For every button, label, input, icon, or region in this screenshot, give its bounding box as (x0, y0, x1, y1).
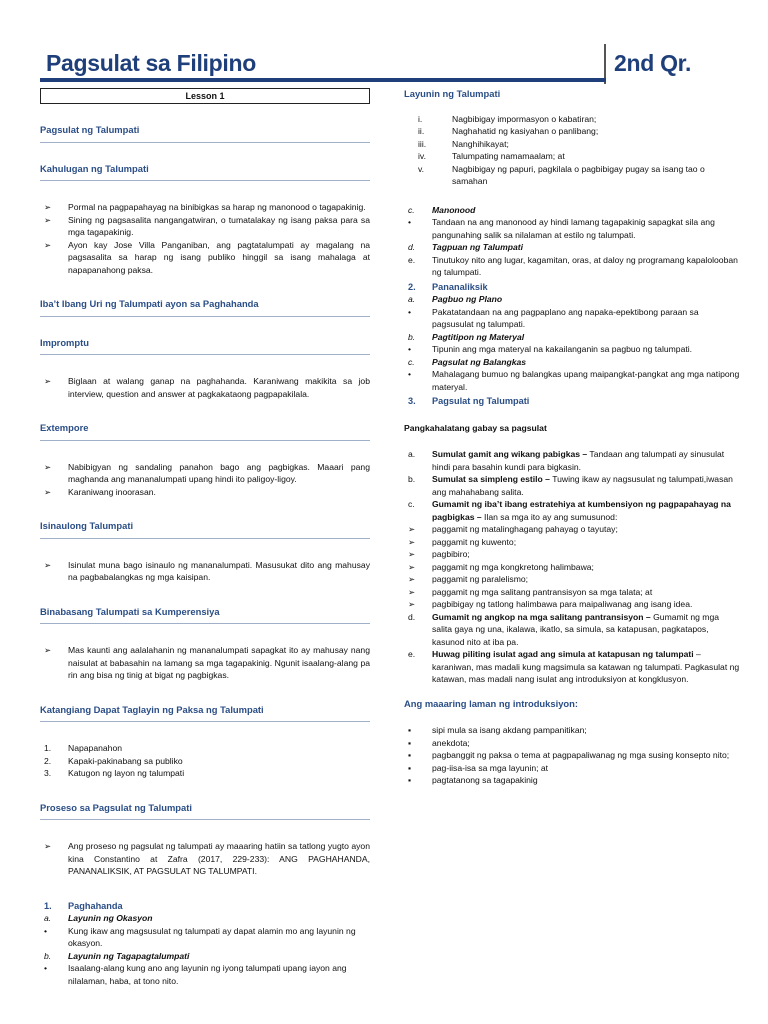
arrow-bullet-icon: ➢ (408, 561, 416, 572)
list-item: ➢ paggamit ng matalinghagang pahayag o tayutay; (404, 523, 740, 536)
roman-list (404, 113, 740, 188)
lettered-heading: b. Pagtitipon ng Materyal (408, 331, 525, 342)
dot-bullet-icon: • (408, 217, 412, 227)
dot-bullet-icon: • (408, 344, 412, 354)
lettered-heading: a. Pagbuo ng Plano (408, 294, 503, 304)
list-item: ➢ pagbibiro; (404, 548, 740, 561)
arrow-bullet-icon: ➢ (44, 559, 52, 570)
pananaliksik-section (404, 281, 740, 408)
bullet-list (40, 201, 370, 276)
list-item: b. Sumulat sa simpleng estilo – Tuwing ikaw ay nagsusulat ng talumpati,iwasan ang mahahabang salita. (408, 474, 733, 497)
section-heading: Kahulugan ng Talumpati (40, 163, 370, 182)
list-item: 2. Kapaki-pakinabang sa publiko (44, 755, 183, 766)
list-item: ➢ paggamit ng kuwento; (404, 536, 740, 549)
list-item: e. Tinutukoy nito ang lugar, kagamitan, oras, at daloy ng programang kapalolooban ng talumpati. (408, 254, 738, 277)
list-item: ➢ Isinulat muna bago isinaulo ng mananalumpati. Masusukat dito ang mahusay na pagbabalangkas ng mga kaisipan. (40, 559, 370, 584)
list-item: ▪ pagtatanong sa tagapakinig (404, 774, 740, 787)
list-item: i. Nagbibigay impormasyon o kabatiran; (418, 113, 597, 124)
list-item: ii. Naghahatid ng kasiyahan o panlibang; (418, 126, 599, 136)
list-item: ▪ pagbanggit ng paksa o tema at pagpapaliwanag ng mga susing konsepto nito; (404, 749, 740, 762)
dot-bullet-icon: • (44, 925, 48, 936)
dot-bullet-icon: • (408, 306, 412, 317)
list-item: iv. Talumpating namamaalam; at (418, 151, 565, 161)
section-heading: Ang maaaring laman ng introduksiyon: (404, 697, 578, 709)
list-item: • Kung ikaw ang magsusulat ng talumpati ay dapat alamin mo ang layunin ng okasyon. (40, 925, 370, 950)
arrow-bullet-icon: ➢ (408, 524, 416, 534)
intro-list (404, 724, 740, 787)
arrow-bullet-icon: ➢ (44, 376, 52, 386)
list-item: ➢ Ang proseso ng pagsulat ng talumpati ay maaaring hatiin sa tatlong yugto ayon kina Constantino at Zafra (2017, 229-233): ANG PAGHAHANDA, PANANALIKSIK, AT PAGSULAT NG TALUMPATI. (40, 840, 370, 878)
list-item: • Isaalang-alang kung ano ang layunin ng iyong talumpati upang iayon ang nilalaman, haba, at tono nito. (40, 962, 370, 987)
arrow-bullet-icon: ➢ (44, 461, 52, 472)
list-item: d. Gumamit ng angkop na mga salitang pantransisyon – Gumamit ng mga salita gaya ng una, ikalawa, ikatlo, sa simula, sa katapusan, pagkatapos, kasunod nito at iba pa. (408, 611, 720, 647)
list-item: ▪ pag-iisa-isa sa mga layunin; at (404, 762, 740, 775)
arrow-bullet-icon: ➢ (44, 239, 52, 250)
lesson-label: Lesson 1 (40, 88, 370, 104)
quarter-label: 2nd Qr. (614, 50, 692, 76)
list-item: a. Sumulat gamit ang wikang pabigkas – Tandaan ang talumpati ay sinusulat hindi para basahin kundi para bigkasin. (408, 449, 725, 472)
list-item: ▪ anekdota; (404, 737, 740, 750)
list-item: ➢ Karaniwang inoorasan. (40, 486, 370, 499)
bullet-list (40, 644, 370, 682)
numbered-heading: 1. Paghahanda (44, 900, 123, 911)
list-item: 1. Napapanahon (44, 743, 123, 753)
header-rule (40, 78, 606, 82)
list-item: v. Nagbibigay ng papuri, pagkilala o pagbibigay pugay sa isang tao o samahan (418, 163, 705, 186)
gabay-list (404, 448, 740, 686)
arrow-bullet-icon: ➢ (44, 202, 52, 212)
paghahanda-continued (404, 204, 740, 279)
section-heading: Iba’t Ibang Uri ng Talumpati ayon sa Paghahanda (40, 298, 370, 317)
gabay-heading: Pangkahalatang gabay sa pagsulat (404, 422, 547, 433)
arrow-bullet-icon: ➢ (44, 486, 52, 497)
list-item: ➢ Biglaan at walang ganap na paghahanda. Karaniwang makikita sa job interview, question and answer at pagkakataong pagpapakilala. (40, 375, 370, 400)
square-bullet-icon: ▪ (408, 762, 412, 773)
left-column (40, 88, 370, 987)
list-item: ➢ Ayon kay Jose Villa Panganiban, ang pagtatalumpati ay magalang na pagsasalita sa harap ng isang publiko hinggil sa isang mahalaga at napapanahong paksa. (40, 239, 370, 277)
arrow-bullet-icon: ➢ (408, 599, 416, 609)
list-item: • Tipunin ang mga materyal na kakailanganin sa pagbuo ng talumpati. (404, 343, 740, 356)
list-item: ▪ sipi mula sa isang akdang pampanitikan; (404, 724, 740, 737)
square-bullet-icon: ▪ (408, 725, 412, 735)
numbered-heading: 2. Pananaliksik (408, 281, 488, 292)
document-title: Pagsulat sa Filipino (46, 50, 256, 76)
section-heading: Impromptu (40, 337, 370, 356)
arrow-bullet-icon: ➢ (44, 214, 52, 225)
arrow-bullet-icon: ➢ (408, 549, 416, 559)
lettered-heading: c. Pagsulat ng Balangkas (408, 356, 527, 367)
list-item: iii. Nanghihikayat; (418, 138, 509, 149)
dot-bullet-icon: • (44, 963, 48, 973)
numbered-list (40, 742, 370, 780)
list-item: • Mahalagang bumuo ng balangkas upang maipangkat-pangkat ang mga natipong materyal. (404, 368, 740, 393)
list-item: ➢ Mas kaunti ang aalalahanin ng mananalumpati sapagkat ito ay mahusay nang naisulat at babasahin na lamang sa mga tagapakinig. Ngunit isaalang-alang pa rin ang bisa ng tinig at bigat ng pagbigkas. (40, 644, 370, 682)
square-bullet-icon: ▪ (408, 737, 412, 748)
section-heading: Binabasang Talumpati sa Kumperensiya (40, 606, 370, 625)
lettered-heading: d. Tagpuan ng Talumpati (408, 242, 524, 252)
bullet-list (40, 461, 370, 499)
section-heading: Layunin ng Talumpati (404, 88, 501, 99)
section-heading: Proseso sa Pagsulat ng Talumpati (40, 802, 370, 821)
list-item: ➢ paggamit ng paralelismo; (404, 573, 740, 586)
list-item: 3. Katugon ng layon ng talumpati (44, 768, 185, 778)
lettered-heading: c. Manonood (408, 204, 476, 215)
square-bullet-icon: ▪ (408, 750, 412, 760)
arrow-bullet-icon: ➢ (44, 645, 52, 655)
paghahanda-section (40, 900, 370, 988)
section-heading: Isinaulong Talumpati (40, 520, 370, 539)
section-heading: Pagsulat ng Talumpati (40, 124, 370, 143)
list-item: ➢ Nabibigyan ng sandaling panahon bago ang pagbigkas. Maaari pang maghanda ang mananalumpati upang hindi ito paligoy-ligoy. (40, 461, 370, 486)
list-item: ➢ Pormal na pagpapahayag na binibigkas sa harap ng manonood o tagapakinig. (40, 201, 370, 214)
dot-bullet-icon: • (408, 369, 412, 379)
arrow-bullet-icon: ➢ (44, 841, 52, 851)
list-item: ➢ paggamit ng mga kongkretong halimbawa; (404, 561, 740, 574)
list-item: e. Huwag piliting isulat agad ang simula at katapusan ng talumpati – karaniwan, mas madali kung magsimula sa katawan ng talumpati. Pagkasulat ng katawan, mas madali nang isulat ang introduksiyon at kongklusyon. (408, 649, 740, 684)
square-bullet-icon: ▪ (408, 775, 412, 785)
bullet-list (40, 375, 370, 400)
list-item: ➢ Sining ng pagsasalita nangangatwiran, o tumatalakay ng isang paksa para sa mga tagapakinig. (40, 214, 370, 239)
arrow-bullet-icon: ➢ (408, 574, 416, 584)
list-item: • Tandaan na ang manonood ay hindi lamang tagapakinig sapagkat sila ang pangunahing salik sa nilalaman at estilo ng talumpati. (404, 216, 740, 241)
list-item: ➢ paggamit ng mga salitang pantransisyon sa mga talata; at (404, 586, 740, 599)
section-heading: Katangiang Dapat Taglayin ng Paksa ng Talumpati (40, 704, 370, 723)
bullet-list (40, 840, 370, 878)
arrow-bullet-icon: ➢ (408, 536, 416, 547)
lettered-heading: a. Layunin ng Okasyon (44, 913, 153, 923)
section-heading: Extempore (40, 422, 370, 441)
list-item: ➢ pagbibigay ng tatlong halimbawa para maipaliwanag ang isang idea. (404, 598, 740, 611)
list-item: • Pakatatandaan na ang pagpaplano ang napaka-epektibong paraan sa pagsusulat ng talumpati. (404, 306, 740, 331)
numbered-heading: 3. Pagsulat ng Talumpati (408, 396, 530, 406)
lettered-heading: b. Layunin ng Tagapagtalumpati (44, 950, 190, 961)
list-item: c. Gumamit ng iba’t ibang estratehiya at kumbensiyon ng pagpapahayag na pagbigkas – Ilan sa mga ito ay ang sumusunod: (408, 499, 731, 522)
arrow-bullet-icon: ➢ (408, 586, 416, 597)
right-column (404, 88, 740, 787)
bullet-list (40, 559, 370, 584)
